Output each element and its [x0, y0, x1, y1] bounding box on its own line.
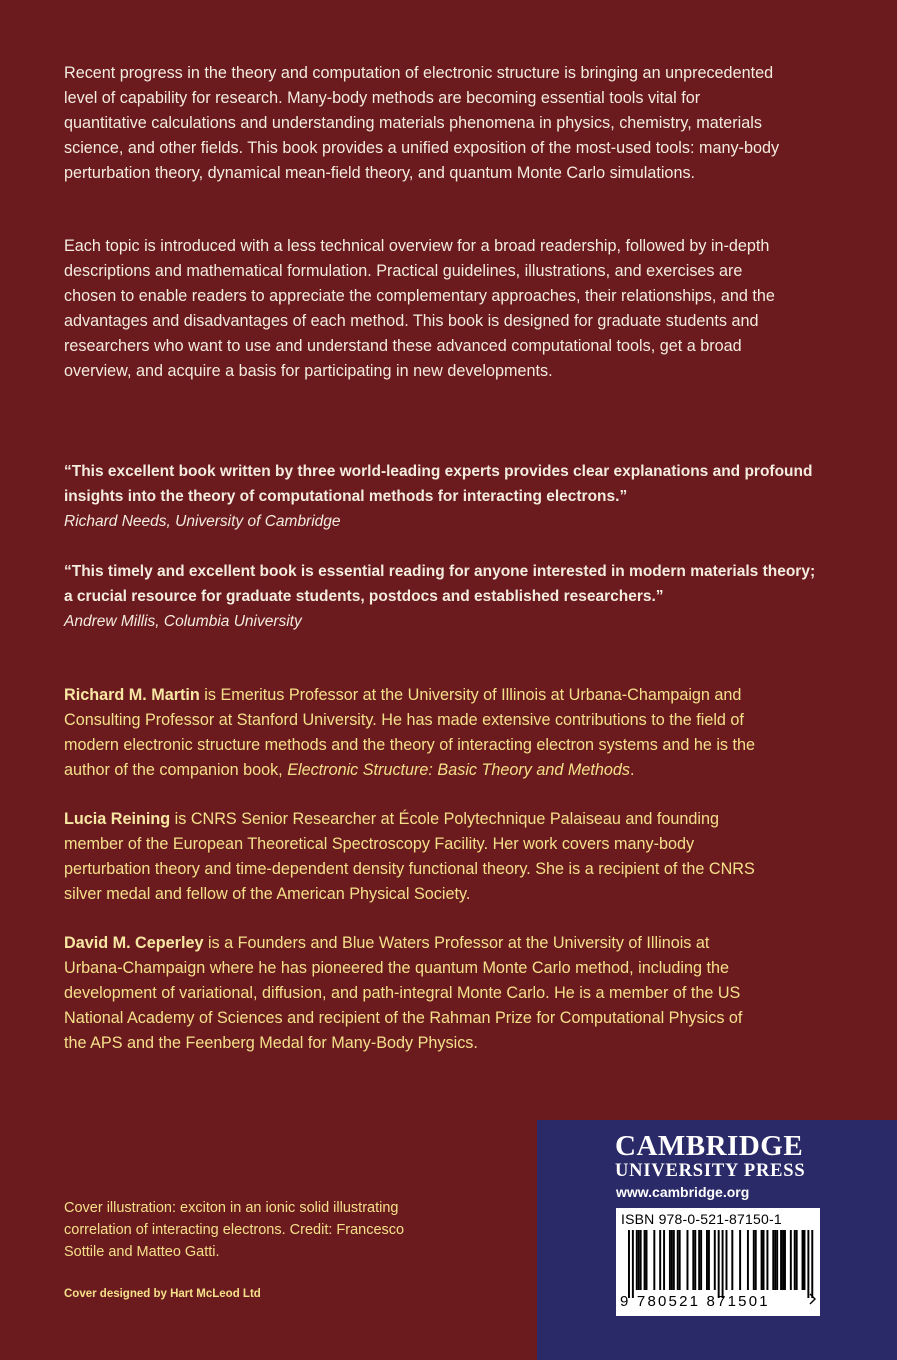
barcode-bar: [726, 1230, 728, 1290]
barcode-bar: [677, 1230, 679, 1290]
isbn-barcode: [616, 1208, 820, 1316]
barcode-bar: [700, 1230, 702, 1290]
author-bio-ceperley: [64, 931, 754, 1056]
publisher-logo-subname: UNIVERSITY PRESS: [615, 1161, 806, 1181]
blurb-paragraph-1: Recent progress in the theory and computation of electronic structure is bringing an unprecedented level of capability for research. Many-body methods are becoming essential tools vital for quantitative calculations and understanding materials phenomena in physics, chemistry, materials science, and other fields. This book provides a unified exposition of the most-used tools: many-body perturbation theory, dynamical mean-field theory, and quantum Monte Carlo simulations.: [64, 64, 780, 182]
barcode-bar: [796, 1230, 798, 1290]
barcode-bar: [731, 1230, 733, 1290]
barcode-bar: [692, 1230, 694, 1290]
barcode-bar: [679, 1230, 681, 1290]
barcode-bar: [722, 1230, 724, 1298]
cover-designer-credit: Cover designed by Hart McLeod Ltd: [64, 1288, 261, 1300]
barcode-bar: [774, 1230, 776, 1290]
author-name: Lucia Reining: [64, 810, 171, 828]
review-quote-1: [64, 459, 824, 534]
author-name: Richard M. Martin: [64, 686, 200, 704]
barcode-bar: [753, 1230, 755, 1290]
barcode-bar: [766, 1230, 768, 1290]
barcode-bar: [807, 1230, 809, 1298]
barcode-bar: [790, 1230, 792, 1290]
barcode-bar: [640, 1230, 642, 1290]
quote-attribution: Andrew Millis, Columbia University: [64, 613, 302, 630]
quote-text: “This timely and excellent book is essential reading for anyone interested in modern materials theory; a crucial resource for graduate students, postdocs and established researchers.”: [64, 563, 816, 605]
barcode-bar: [646, 1230, 648, 1290]
bio-text: is Emeritus Professor at the University of Illinois at Urbana-Champaign and Consulting Professor at Stanford University. He has made extensive contributions to the field of modern electronic structure methods and the theory of interacting electron systems and he is the author of the companion book,: [64, 686, 756, 779]
isbn-digits: 9 780521 871501: [620, 1293, 770, 1310]
author-bio-reining: [64, 807, 764, 907]
review-quote-2: [64, 559, 824, 634]
blurb-paragraph-2: Each topic is introduced with a less technical overview for a broad readership, followed by in-depth descriptions and mathematical formulation. Practical guidelines, illustrations, and exercises are chosen to enable readers to appreciate the complementary approaches, their relationships, and the advantages and disadvantages of each method. This book is designed for graduate students and researchers who want to use and understand these advanced computational tools, get a broad overview, and acquire a basis for participating in new developments.: [64, 237, 775, 380]
barcode-bar: [669, 1230, 671, 1290]
bio-text-end: .: [629, 761, 635, 779]
publisher-panel: [537, 1120, 897, 1360]
barcode-bar: [663, 1230, 665, 1290]
bio-text: is CNRS Senior Researcher at École Polytechnique Palaiseau and founding member of the European Theoretical Spectroscopy Facility. Her work covers many-body perturbation theory and time-dependent density functional theory. She is a recipient of the CNRS silver medal and fellow of the American Physical Society.: [64, 810, 755, 903]
cover-illustration-credit: Cover illustration: exciton in an ionic solid illustrating correlation of interacting electrons. Credit: Francesco Sottile and Matteo Gatti.: [64, 1200, 405, 1260]
barcode-bar: [784, 1230, 786, 1290]
barcode-bar: [747, 1230, 749, 1290]
barcode-bar: [761, 1230, 763, 1290]
quote-attribution: Richard Needs, University of Cambridge: [64, 513, 341, 530]
barcode-bar: [718, 1230, 720, 1298]
barcode-bar: [811, 1230, 813, 1298]
publisher-logo-name: CAMBRIDGE: [615, 1130, 804, 1162]
barcode-bar: [673, 1230, 675, 1290]
barcode-bar: [687, 1230, 689, 1290]
publisher-url: www.cambridge.org: [616, 1184, 750, 1200]
barcode-bar: [763, 1230, 765, 1290]
barcode-bar: [804, 1230, 806, 1290]
barcode-bar: [671, 1230, 673, 1290]
author-name: David M. Ceperley: [64, 934, 204, 952]
barcode-bar: [772, 1230, 774, 1290]
barcode-bar: [714, 1230, 716, 1290]
barcode-bar: [780, 1230, 782, 1290]
barcode-bar: [636, 1230, 638, 1290]
barcode-bar: [628, 1230, 630, 1298]
barcode-bar: [755, 1230, 757, 1290]
barcode-bar: [644, 1230, 646, 1290]
barcode-bar: [706, 1230, 708, 1290]
barcode-bar: [694, 1230, 696, 1290]
quote-text: “This excellent book written by three world-leading experts provides clear explanations and profound insights into the theory of computational methods for interacting electrons.”: [64, 463, 813, 505]
barcode-bar: [782, 1230, 784, 1290]
barcode-bar: [698, 1230, 700, 1290]
barcode-bar: [802, 1230, 804, 1290]
barcode-bar: [632, 1230, 634, 1298]
barcode-bar: [638, 1230, 640, 1290]
author-bio-martin: [64, 683, 784, 783]
barcode-bar: [653, 1230, 655, 1290]
book-title: Electronic Structure: Basic Theory and Methods: [287, 761, 630, 779]
barcode-bar: [794, 1230, 796, 1290]
barcode-bar: [659, 1230, 661, 1290]
bio-text: is a Founders and Blue Waters Professor at the University of Illinois at Urbana-Champaign where he has pioneered the quantum Monte Carlo method, including the development of variational, diffusion, and path-integral Monte Carlo. He is a member of the US National Academy of Sciences and recipient of the Rahman Prize for Computational Physics of the APS and the Feenberg Medal for Many-Body Physics.: [64, 934, 743, 1052]
barcode-bar: [708, 1230, 710, 1290]
barcode-bar: [739, 1230, 741, 1290]
barcode-bar: [776, 1230, 778, 1290]
isbn-label: ISBN 978-0-521-87150-1: [621, 1211, 782, 1227]
